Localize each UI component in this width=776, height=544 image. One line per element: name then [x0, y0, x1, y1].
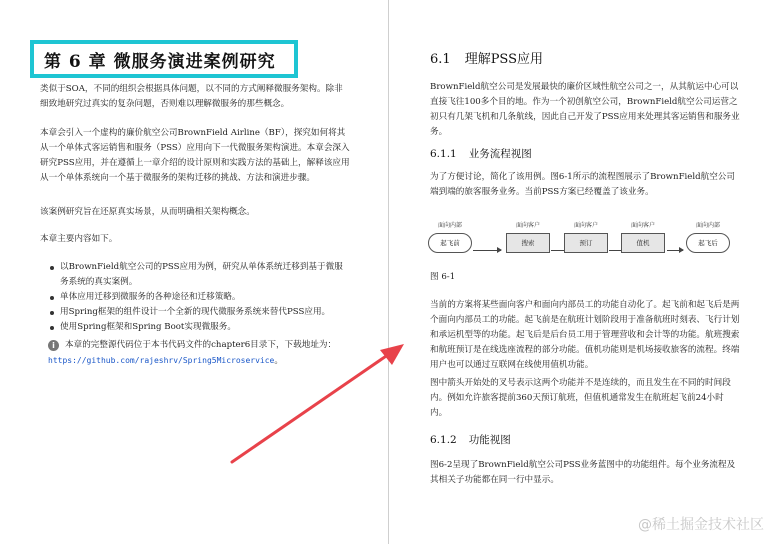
flow-node-booking: 预订	[564, 233, 608, 253]
flow-node-search: 搜索	[506, 233, 550, 253]
section-number: 6.1	[430, 52, 451, 67]
arrow-explanation-text: 图中箭头开始处的叉号表示这两个功能并不是连续的，而且发生在不同的时间段内。例如允许旅客提前360天预订航班，但值机通常发生在航班起飞前24小时内。	[430, 378, 731, 418]
intro-text: 类似于SOA，不同的组织会根据具体问题，以不同的方式阐释微服务架构。除非细致地研究过真实的复杂问题，否则难以理解微服务的那些概念。	[40, 84, 343, 109]
automation-text: 当前的方案将某些面向客户和面向内部员工的功能自动化了。起飞前和起飞后是两个面向内部员工的功能。起飞前是在航班计划阶段用于准备航班时刻表、飞行计划和承运机型等的功能。起飞后是后台员工用于管理营收和会计等的功能。航班搜索和航班预订是在线选座流程的部分功能。值机功能则是机场接收旅客的流程。终端用户也可以通过互联网在线使用值机功能。	[430, 300, 740, 370]
list-item: 使用Spring框架和Spring Boot实现微服务。	[48, 320, 348, 335]
note-text: 本章的完整源代码位于本书代码文件的chapter6目录下，下载地址为：	[65, 340, 337, 350]
list-item: 单体应用迁移到微服务的各种途径和迁移策略。	[48, 290, 348, 305]
section-title: 理解PSS应用	[464, 52, 544, 67]
list-item: 以BrownField航空公司的PSS应用为例，研究从单体系统迁移到基于微服务系统的真实案例。	[48, 260, 348, 290]
arrow-shaft	[232, 352, 392, 462]
functional-view-text: 图6-2呈现了BrownField航空公司PSS业务蓝图中的功能组件。每个业务流程及其相关子功能都在同一行中显示。	[430, 460, 736, 485]
flow-node-post-flight: 起飞后	[686, 233, 730, 253]
subsection-title: 业务流程视图	[468, 148, 532, 160]
chapter-overview-text: 本章会引入一个虚构的廉价航空公司BrownField Airline（BF），探究如何将其从一个单体式客运销售和服务（PSS）应用向下一代微服务架构演进。本章会深入研究PSS应用，并在遵循上一章介绍的设计原则和实践方法的基础上，解释该应用从一个单体系统向一个基于微服务的架构迁移的挑战、方法和演进步骤。	[40, 128, 350, 183]
subsection-title: 功能视图	[468, 434, 511, 446]
arrow-head	[380, 344, 404, 365]
list-item: 用Spring框架的组件设计一个全新的现代微服务系统来替代PSS应用。	[48, 305, 348, 320]
lane-label: 面向内部	[437, 222, 462, 229]
business-flow-text: 为了方便讨论，简化了该用例。图6-1所示的流程图展示了BrownField航空公司端到端的旅客服务业务。当前PSS方案已经覆盖了该业务。	[430, 172, 735, 197]
lane-label: 面向客户	[515, 222, 540, 229]
note-end: 。	[274, 356, 283, 366]
flow-node-check-in: 值机	[621, 233, 665, 253]
section-text: BrownField航空公司是发展最快的廉价区域性航空公司之一，从其航运中心可以直接飞往100多个目的地。作为一个初创航空公司，BrownField航空公司运营之初只有几架飞机和几条航线，因此自己开发了PSS应用来处理其客运销售和服务业务。	[430, 82, 740, 137]
flow-node-pre-flight: 起飞前	[428, 233, 472, 253]
subsection-number: 6.1.1	[430, 148, 457, 160]
watermark: @稀土掘金技术社区	[638, 517, 764, 533]
contents-intro-text: 本章主要内容如下。	[40, 234, 118, 244]
figure-caption: 图 6-1	[430, 272, 456, 282]
github-link[interactable]: https://github.com/rajeshrv/Spring5Microservice	[48, 356, 275, 365]
lane-label: 面向内部	[695, 222, 720, 229]
info-icon: i	[48, 340, 59, 351]
lane-label: 面向客户	[630, 222, 655, 229]
chapter-title: 第 6 章 微服务演进案例研究	[44, 51, 276, 72]
subsection-number: 6.1.2	[430, 434, 457, 446]
lane-label: 面向客户	[573, 222, 598, 229]
case-study-text: 该案例研究旨在还原真实场景，从而明确相关架构概念。	[40, 207, 255, 217]
